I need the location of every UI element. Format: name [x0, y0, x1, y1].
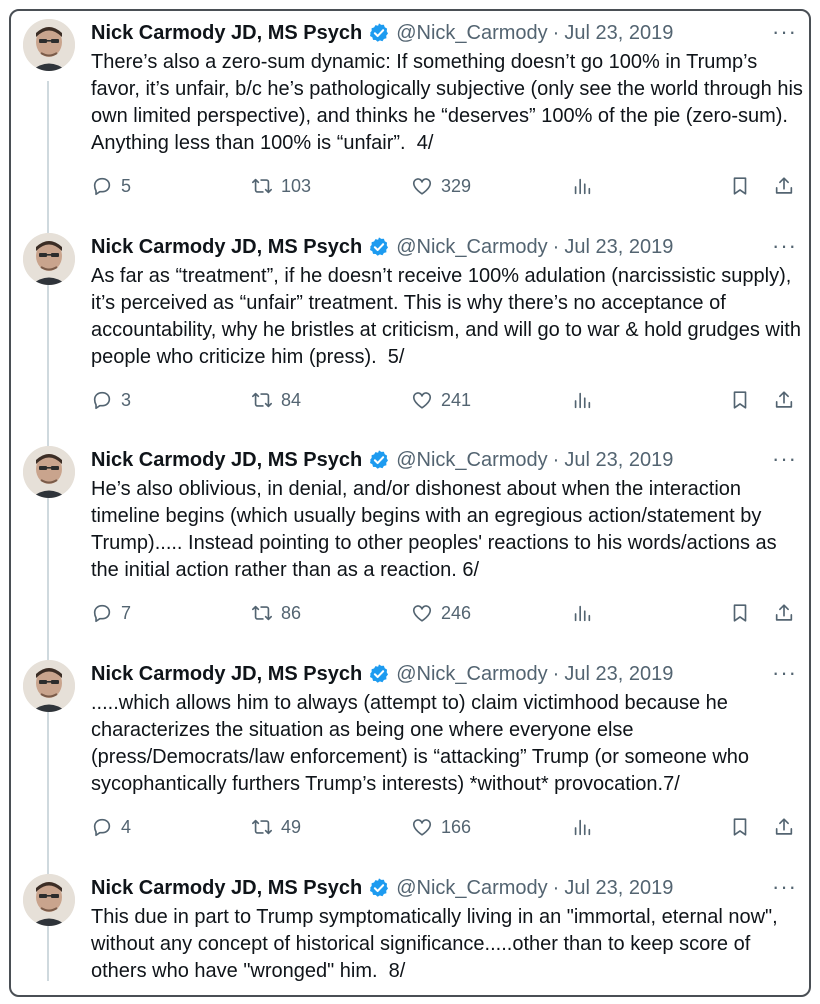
more-options-icon[interactable]: ··· [772, 446, 797, 471]
avatar[interactable] [23, 446, 75, 498]
author-handle[interactable]: @Nick_Carmody [396, 21, 548, 44]
retweet-button[interactable] [251, 816, 301, 838]
reply-button[interactable] [91, 816, 131, 838]
reply-button[interactable] [91, 602, 131, 624]
thread-frame [9, 9, 811, 997]
retweet-icon [251, 816, 273, 838]
share-button[interactable] [773, 816, 795, 838]
reply-button[interactable] [91, 389, 131, 411]
reply-count: 4 [121, 816, 132, 837]
like-count: 241 [441, 389, 472, 410]
avatar[interactable] [23, 233, 75, 285]
tweet-date[interactable]: Jul 23, 2019 [564, 235, 674, 258]
author-name[interactable]: Nick Carmody JD, MS Psych [91, 876, 363, 899]
retweet-button[interactable] [251, 602, 301, 624]
tweet-date[interactable]: Jul 23, 2019 [564, 448, 674, 471]
verified-badge-icon [368, 877, 390, 899]
tweet-actions [91, 389, 803, 413]
retweet-icon [251, 602, 273, 624]
share-button[interactable] [773, 602, 795, 624]
heart-icon [411, 816, 433, 838]
reply-count: 5 [121, 175, 132, 196]
bookmark-button[interactable] [729, 602, 751, 624]
tweet-6[interactable] [11, 440, 809, 652]
views-chart-icon [571, 389, 593, 411]
tweet-header [91, 446, 797, 474]
tweet-actions [91, 602, 803, 626]
tweet-header [91, 660, 797, 688]
separator-dot: · [552, 662, 560, 685]
reply-count: 7 [121, 602, 132, 623]
separator-dot: · [552, 876, 560, 899]
tweet-text: .....which allows him to always (attempt to) claim victimhood because he characterizes the situation as being one where everyone else (press/Democrats/law enforcement) is “attacking” Trump (or someone who sycophantically furthers Trump’s interests) *without* provocation.7/ [91, 692, 755, 795]
bookmark-button[interactable] [729, 816, 751, 838]
author-handle[interactable]: @Nick_Carmody [396, 876, 548, 899]
tweet-text: As far as “treatment”, if he doesn’t receive 100% adulation (narcissistic supply), it’s perceived as “unfair” treatment. This is why there’s no acceptance of accountability, why he bristles at criticism, and will go to war & hold grudges with people who criticize him (press). 5/ [91, 265, 807, 368]
tweet-header [91, 19, 797, 47]
retweet-icon [251, 389, 273, 411]
more-options-icon[interactable]: ··· [772, 19, 797, 44]
views-chart-icon [571, 175, 593, 197]
views-chart-icon [571, 602, 593, 624]
bookmark-button[interactable] [729, 175, 751, 197]
heart-icon [411, 389, 433, 411]
reply-count: 3 [121, 389, 132, 410]
tweet-5[interactable] [11, 227, 809, 439]
like-button[interactable] [411, 175, 471, 197]
separator-dot: · [552, 448, 560, 471]
more-options-icon[interactable]: ··· [772, 233, 797, 258]
reply-icon [91, 389, 113, 411]
bookmark-icon [729, 175, 751, 197]
like-count: 246 [441, 602, 472, 623]
views-chart-icon [571, 816, 593, 838]
retweet-button[interactable] [251, 175, 311, 197]
retweet-count: 86 [281, 602, 302, 623]
tweet-text: There’s also a zero-sum dynamic: If something doesn’t go 100% in Trump’s favor, it’s unfair, b/c he’s pathologically subjective (only see the world through his own limited perspective), and thinks he “deserves” 100% of the pie (zero-sum). Anything less than 100% is “unfair”. 4/ [91, 51, 809, 154]
bookmark-icon [729, 816, 751, 838]
like-button[interactable] [411, 816, 471, 838]
verified-badge-icon [368, 236, 390, 258]
more-options-icon[interactable]: ··· [772, 874, 797, 899]
avatar[interactable] [23, 874, 75, 926]
tweet-header [91, 233, 797, 261]
separator-dot: · [552, 235, 560, 258]
verified-badge-icon [368, 663, 390, 685]
author-handle[interactable]: @Nick_Carmody [396, 448, 548, 471]
avatar[interactable] [23, 660, 75, 712]
tweet-7[interactable] [11, 654, 809, 866]
more-options-icon[interactable]: ··· [772, 660, 797, 685]
verified-badge-icon [368, 449, 390, 471]
views-button[interactable] [571, 602, 593, 624]
like-count: 166 [441, 816, 472, 837]
views-button[interactable] [571, 175, 593, 197]
author-name[interactable]: Nick Carmody JD, MS Psych [91, 21, 363, 44]
reply-icon [91, 175, 113, 197]
tweet-text: He’s also oblivious, in denial, and/or dishonest about when the interaction timeline begins (which usually begins with an egregious action/statement by Trump)..... Instead pointing to other peoples' reactions to his words/actions as the initial action rather than as a reaction. 6/ [91, 478, 783, 581]
share-icon [773, 175, 795, 197]
verified-badge-icon [368, 22, 390, 44]
like-button[interactable] [411, 389, 471, 411]
bookmark-icon [729, 389, 751, 411]
views-button[interactable] [571, 816, 593, 838]
tweet-actions [91, 816, 803, 840]
tweet-date[interactable]: Jul 23, 2019 [564, 21, 674, 44]
bookmark-icon [729, 602, 751, 624]
author-handle[interactable]: @Nick_Carmody [396, 235, 548, 258]
tweet-8[interactable] [11, 868, 809, 993]
tweet-date[interactable]: Jul 23, 2019 [564, 662, 674, 685]
bookmark-button[interactable] [729, 389, 751, 411]
tweet-text: This due in part to Trump symptomatically living in an "immortal, eternal now", without any concept of historical significance.....other than to keep score of others who have "wronged" him. 8/ [91, 906, 784, 982]
tweet-header [91, 874, 797, 902]
share-button[interactable] [773, 389, 795, 411]
retweet-icon [251, 175, 273, 197]
retweet-button[interactable] [251, 389, 301, 411]
share-icon [773, 816, 795, 838]
separator-dot: · [552, 21, 560, 44]
tweet-date[interactable]: Jul 23, 2019 [564, 876, 674, 899]
retweet-count: 103 [281, 175, 312, 196]
author-handle[interactable]: @Nick_Carmody [396, 662, 548, 685]
views-button[interactable] [571, 389, 593, 411]
heart-icon [411, 602, 433, 624]
like-button[interactable] [411, 602, 471, 624]
retweet-count: 49 [281, 816, 302, 837]
author-name[interactable]: Nick Carmody JD, MS Psych [91, 662, 363, 685]
avatar[interactable] [23, 19, 75, 71]
like-count: 329 [441, 175, 472, 196]
tweet-4[interactable] [11, 13, 809, 225]
tweet-actions [91, 175, 803, 199]
retweet-count: 84 [281, 389, 302, 410]
reply-button[interactable] [91, 175, 131, 197]
share-icon [773, 602, 795, 624]
share-button[interactable] [773, 175, 795, 197]
heart-icon [411, 175, 433, 197]
author-name[interactable]: Nick Carmody JD, MS Psych [91, 235, 363, 258]
share-icon [773, 389, 795, 411]
reply-icon [91, 602, 113, 624]
reply-icon [91, 816, 113, 838]
author-name[interactable]: Nick Carmody JD, MS Psych [91, 448, 363, 471]
